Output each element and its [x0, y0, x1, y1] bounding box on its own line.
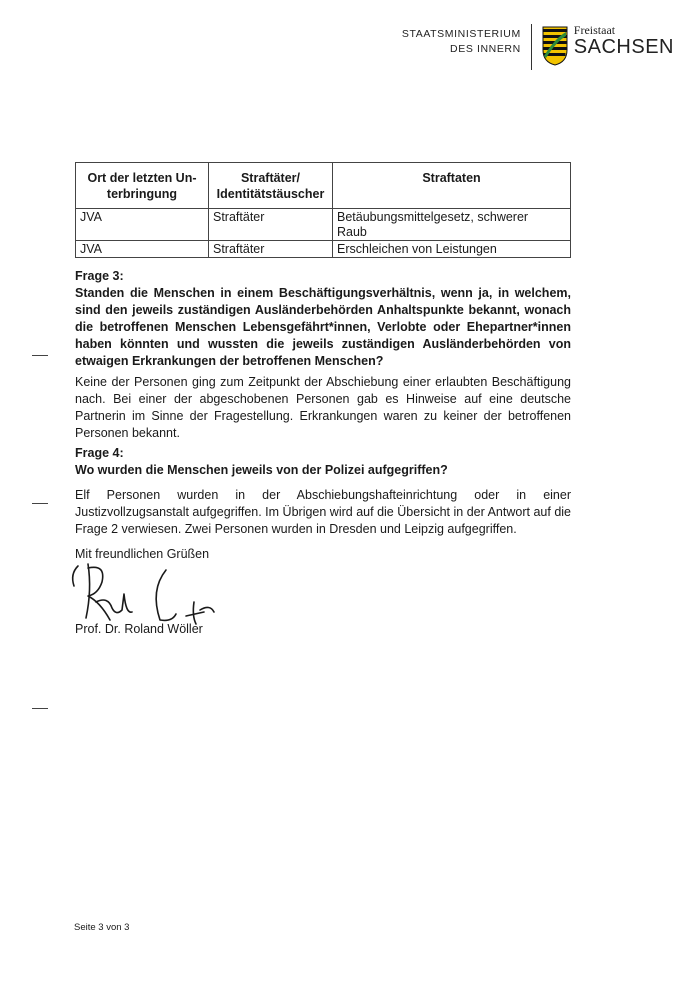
frage-3-question: Standen die Menschen in einem Beschäftigungsverhältnis, wenn ja, in welchem, sind den jeweils zuständigen Ausländerbehörden Anhaltspunkte bekannt, wonach die betroffenen Menschen Lebensgefährt*innen, Verlobte oder Ehepartner*innen haben könnten und wussten die jeweils zuständigen Ausländerbehörden von etwaigen Erkrankungen der betroffenen Menschen?	[75, 286, 571, 368]
header-typ-line-1: Straftäter/	[240, 171, 301, 185]
frage-3-answer-block	[75, 374, 571, 442]
brand-freistaat: Freistaat	[573, 23, 616, 37]
cell-taten-line: Raub	[337, 225, 367, 239]
cell-taten	[333, 241, 571, 258]
frage-4-question: Wo wurden die Menschen jeweils von der Polizei aufgegriffen?	[75, 463, 448, 477]
cell-typ: Straftäter	[209, 209, 333, 241]
fold-mark	[32, 355, 48, 356]
header-typ-line-2: Identitätstäuscher	[216, 187, 325, 201]
cell-typ: Straftäter	[209, 241, 333, 258]
header-typ	[209, 163, 333, 209]
header-ort-line-1: Ort der letzten Un-	[87, 171, 197, 185]
fold-mark	[32, 708, 48, 709]
frage-3-section	[75, 268, 571, 370]
handwritten-signature	[66, 560, 226, 630]
letterhead	[402, 24, 674, 70]
cell-ort: JVA	[76, 209, 209, 241]
header-taten-line-1: Straftaten	[422, 171, 481, 185]
coat-of-arms-icon	[542, 26, 568, 66]
page-number: Seite 3 von 3	[74, 922, 130, 933]
offenders-table	[75, 162, 571, 258]
state-brand	[574, 24, 674, 57]
frage-4-label: Frage 4:	[75, 446, 124, 460]
fold-mark	[32, 503, 48, 504]
brand-sachsen: SACHSEN	[573, 36, 674, 58]
header-ort-line-2: terbringung	[106, 187, 178, 201]
cell-taten	[333, 209, 571, 241]
cell-taten-line: Erschleichen von Leistungen	[337, 242, 497, 256]
ministry-line-2: DES INNERN	[450, 43, 521, 55]
table-row	[76, 241, 571, 258]
table-row	[76, 209, 571, 241]
ministry-name	[402, 24, 521, 57]
frage-4-answer: Elf Personen wurden in der Abschiebungshafteinrichtung oder in einer Justizvollzugsanstalt aufgegriffen. Im Übrigen wird auf die Übersicht in der Antwort auf die Frage 2 verwiesen. Zwei Personen wurden in Dresden und Leipzig aufgegriffen.	[75, 488, 571, 536]
closing-greeting: Mit freundlichen Grüßen	[75, 547, 210, 561]
frage-4-answer-block	[75, 487, 571, 538]
header-divider	[531, 24, 532, 70]
header-ort	[76, 163, 209, 209]
frage-3-label: Frage 3:	[75, 269, 124, 283]
cell-ort: JVA	[76, 241, 209, 258]
ministry-line-1: STAATSMINISTERIUM	[401, 28, 521, 40]
frage-3-answer: Keine der Personen ging zum Zeitpunkt der Abschiebung einer erlaubten Beschäftigung nach. Bei einer der abgeschobenen Personen gab es Hinweise auf eine deutsche Partnerin im Sinne der Fragestellung. Erkrankungen waren zu keiner der betroffenen Personen bekannt.	[75, 375, 571, 440]
frage-4-section	[75, 445, 571, 479]
header-taten	[333, 163, 571, 209]
table-header-row	[76, 163, 571, 209]
cell-taten-line: Betäubungsmittelgesetz, schwerer	[337, 210, 529, 224]
signer-name: Prof. Dr. Roland Wöller	[75, 622, 203, 636]
